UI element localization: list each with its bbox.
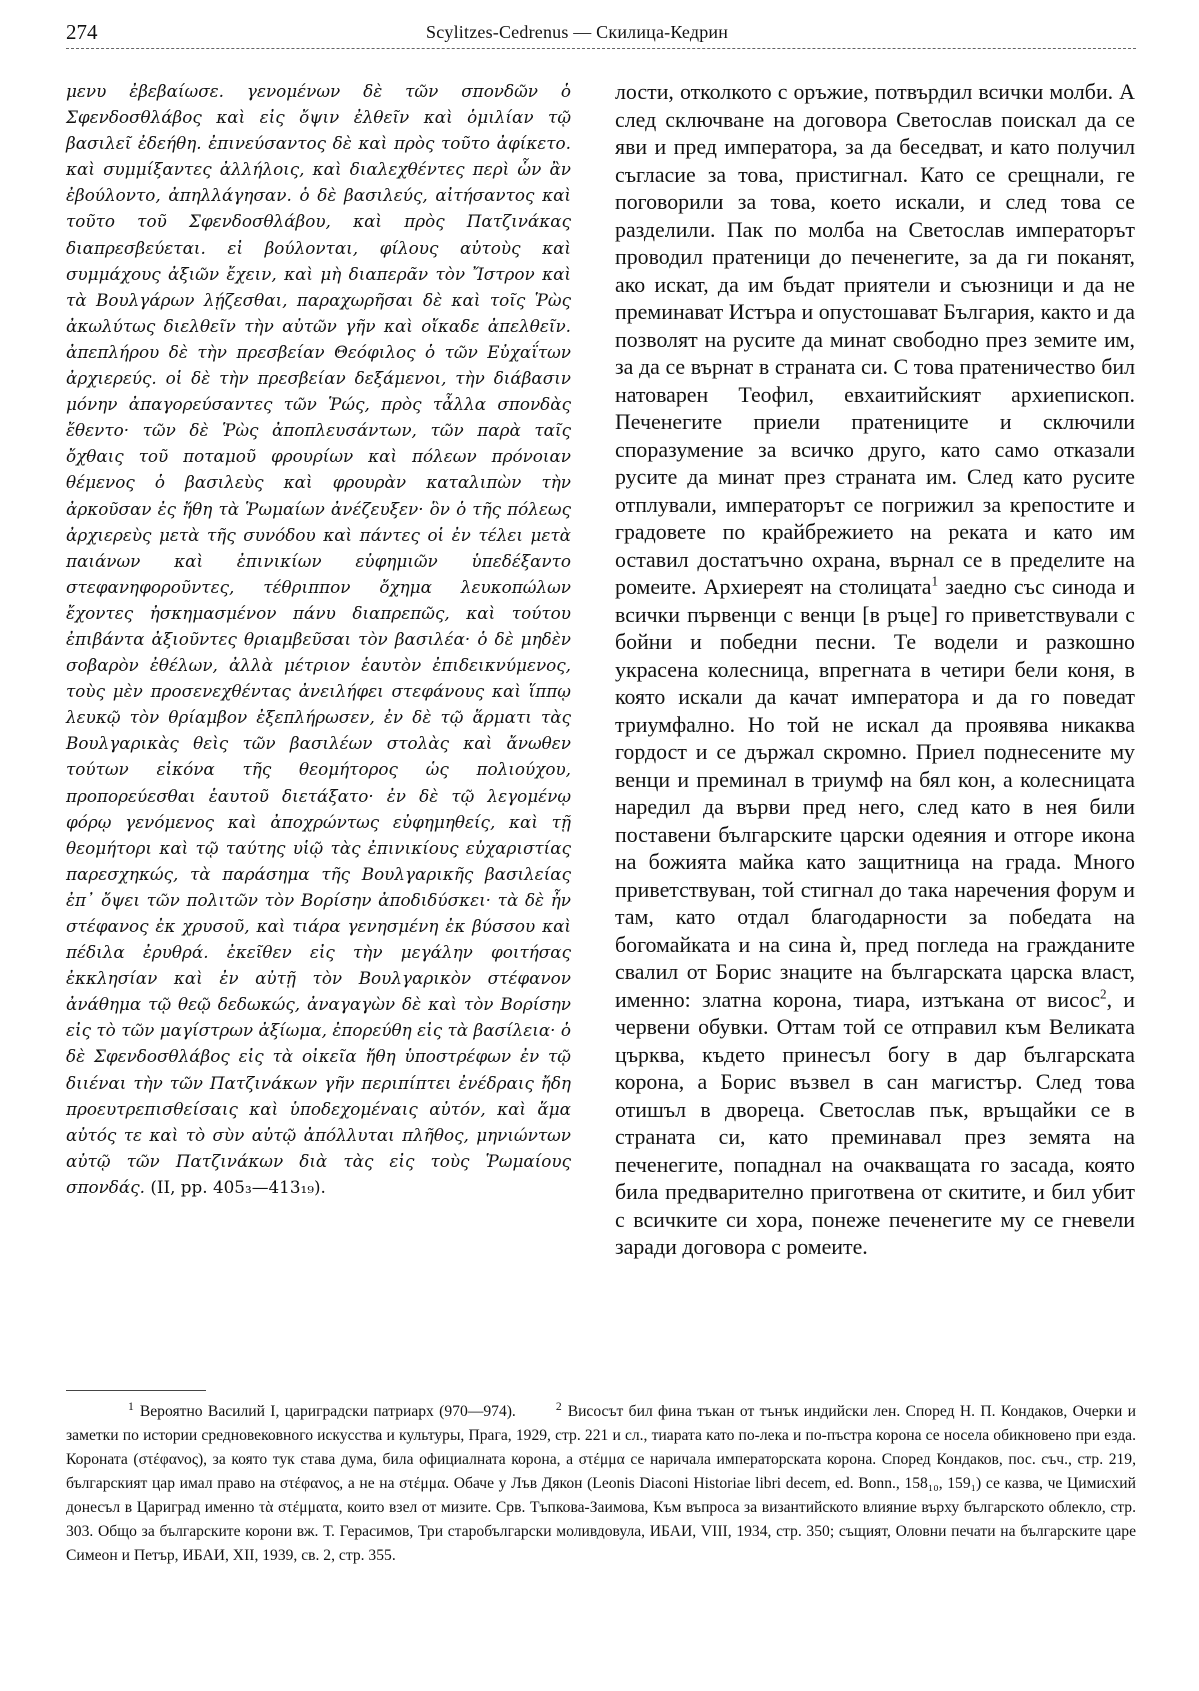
footnote-1-text: Вероятно Василий I, цариградски патриарх (970—974). xyxy=(139,1403,516,1420)
footnote-ref-1: 1 xyxy=(931,573,939,589)
page-number: 274 xyxy=(66,20,98,44)
translation-text-part2: заедно със синода и всички първенци с венци [в ръце] го приветствували с бойни и победни песни. Те водели и разкошно украсена колесница, впрегната в четири бели коня, в която искали да качат императора и да го поведат триумфално. Но той не искал да проявява никаква гордост и се държал скромно. Приел поднесените му венци и преминал в триумф на бял кон, а колесницата наредил да върви пред него, след като в нея били поставени българските царски одеяния и отгоре икона на божията майка като защитница на града. Много приветствуван, той стигнал до така наречения форум и там, като отдал благодарности за победата на богомайката и на сина ѝ, пред погледа на гражданите свалил от Борис знаците на българската царска власт, именно: златна корона, тиара, изтъкана от висос xyxy=(615,574,1135,1012)
greek-paragraph xyxy=(66,78,571,1200)
translation-text-part3: , и червени обувки. Оттам той се отправил към Великата църква, където принесъл богу в дар българската корона, а Борис възвел в сан магистър. След това отишъл в двореца. Светослав пък, връщайки се в страната си, като преминавал през земята на печенегите, попаднал на очакващата го засада, която била предварително приготвена от скитите, и бил убит с всичките си хора, понеже печенегите му се гневели заради договора с ромеите. xyxy=(615,986,1135,1259)
source-citation: (II, pp. 405₃—413₁₉). xyxy=(150,1176,326,1197)
footnote-1-number: 1 xyxy=(128,1399,134,1413)
footnote-block xyxy=(66,1400,1136,1568)
header-rule xyxy=(66,48,1136,49)
greek-text: μενυ ἐβεβαίωσε. γενομένων δὲ τῶν σπονδῶν ὁ Σφενδοσθλάβος καὶ εἰς ὄψιν ἐλθεῖν καὶ ὁμιλίαν τῷ βασιλεῖ ἐδεήθη. ἐπινεύσαντος δὲ καὶ πρὸς τοῦτο ἀφίκετο. καὶ συμμίξαντες ἀλλήλοις, καὶ διαλεχθέντες περὶ ὧν ἂν ἐβούλοντο, ἀπηλλάγησαν. ὁ δὲ βασιλεύς, αἰτήσαντος καὶ τοῦτο τοῦ Σφενδοσθλάβου, καὶ πρὸς Πατζινάκας διαπρεσβεύεται. εἰ βούλονται, φίλους αὐτοὺς καὶ συμμάχους ἀξιῶν ἔχειν, καὶ μὴ διαπερᾶν τὸν Ἴστρον καὶ τὰ Βουλγάρων λῄζεσθαι, παραχωρῆσαι δὲ καὶ τοῖς Ῥὼς ἀκωλύτως διελθεῖν τὴν αὐτῶν γῆν καὶ οἴκαδε ἀπελθεῖν. ἀπεπλήρου δὲ τὴν πρεσβείαν Θεόφιλος ὁ τῶν Εὐχαΐτων ἀρχιερεύς. οἱ δὲ τὴν πρεσβείαν δεξάμενοι, τὴν διάβασιν μόνην ἀπαγορεύσαντες τῶν Ῥώς, πρὸς τἆλλα σπονδὰς ἔθεντο· τῶν δὲ Ῥὼς ἀποπλευσάντων, τῶν παρὰ ταῖς ὄχθαις τοῦ ποταμοῦ φρουρίων καὶ πόλεων πρόνοιαν θέμενος ὁ βασιλεὺς καὶ φρουρὰν καταλιπὼν τὴν ἀρκοῦσαν ἐς ἤθη τὰ Ῥωμαίων ἀνέζευξεν· ὃν ὁ τῆς πόλεως ἀρχιερεὺς μετὰ τῆς συνόδου καὶ πάντες οἱ ἐν τέλει μετὰ παιάνων καὶ ἐπινικίων εὐφημιῶν ὑπεδέξαντο στεφανηφοροῦντες, τέθριππον ὄχημα λευκοπώλων ἔχοντες ἠσκημασμένον πάνυ διαπρεπῶς, καὶ τούτου ἐπιβάντα ἀξιοῦντες θριαμβεῦσαι τὸν βασιλέα· ὁ δὲ μηδὲν σοβαρὸν ἐθέλων, ἀλλὰ μέτριον ἑαυτὸν ἐπιδεικνύμενος, τοὺς μὲν προσενεχθέντας ἀνειλήφει στεφάνους καὶ ἵππῳ λευκῷ τὸν θρίαμβον ἐξεπλήρωσεν, ἐν δὲ τῷ ἅρματι τὰς Βουλγαρικὰς θεὶς τῶν βασιλέων στολὰς καὶ ἄνωθεν τούτων εἰκόνα τῆς θεομήτορος ὡς πολιούχου, προπορεύεσθαι ἑαυτοῦ διετάξατο· ἐν δὲ τῷ λεγομένῳ φόρῳ γενόμενος καὶ ἀποχρώντως εὐφημηθείς, καὶ τῇ θεομήτορι καὶ τῷ ταύτης υἱῷ τὰς ἐπινικίους εὐχαριστίας παρεσχηκώς, τὰ παράσημα τῆς Βουλγαρικῆς βασιλείας ἐπ᾽ ὄψει τῶν πολιτῶν τὸν Βορίσην ἀποδιδύσκει· τὰ δὲ ἦν στέφανος ἐκ χρυσοῦ, καὶ τιάρα γενησμένη ἐκ βύσσου καὶ πέδιλα ἐρυθρά. ἐκεῖθεν εἰς τὴν μεγάλην φοιτήσας ἐκκλησίαν καὶ ἐν αὐτῇ τὸν Βουλγαρικὸν στέφανον ἀνάθημα τῷ θεῷ δεδωκώς, ἀναγαγὼν δὲ καὶ τὸν Βορίσην εἰς τὸ τῶν μαγίστρων ἀξίωμα, ἐπορεύθη εἰς τὰ βασίλεια· ὁ δὲ Σφενδοσθλάβος εἰς τὰ οἰκεῖα ἤθη ὑποστρέφων ἐν τῷ διιέναι τὴν τῶν Πατζινάκων γῆν περιπίπτει ἐνέδραις ἤδη προευτρεπισθείσαις καὶ ὑποδεχομέναις αὐτόν, καὶ ἅμα αὐτός τε καὶ τὸ σὺν αὐτῷ ἀπόλλυται πλῆθος, μηνιώντων αὐτῷ τῶν Πατζινάκων διὰ τὰς εἰς τοὺς Ῥωμαίους σπονδάς. xyxy=(66,81,571,1197)
footnote-2-text: Висосът бил фина тъкан от тънък индийски лен. Според Н. П. Кондаков, Очерки и заметки по истории средновековного искусства и культуры, Прага, 1929, стр. 221 и сл., тиарата като по-лека и по-пъстра корона се носела обикновено при езда. Короната (στέφανος), за която тук става дума, била официалната корона, а στέμμα се наричала императорската корона. Според Кондаков, пос. съч., стр. 219, българският цар имал право на στέφανος, а не на στέμμα. Обаче у Лъв Дякон (Leonis Diaconi Historiae libri decem, ed. Bonn., 158₁₀, 159₁) се казва, че Цимисхий донесъл в Цариград именно τὰ στέμματα, които взел от мизите. Срв. Тъпкова-Заимова, Към въпроса за византийското влияние върху българското облекло, стр. 303. Общо за българските корони вж. Т. Герасимов, Три старобългарски моливдовула, ИБАИ, VIII, 1934, стр. 350; същият, Оловни печати на българските царе Симеон и Петър, ИБАИ, XII, 1939, св. 2, стр. 355. xyxy=(66,1403,1137,1564)
footnote-rule xyxy=(66,1390,206,1391)
page-header xyxy=(66,14,1136,50)
translation-paragraph xyxy=(615,78,1135,1261)
greek-text-column xyxy=(66,78,571,1200)
footnotes xyxy=(66,1400,1136,1568)
footnote-2-number: 2 xyxy=(555,1399,562,1413)
bulgarian-translation-column xyxy=(615,78,1135,1261)
footnote-ref-2: 2 xyxy=(1100,986,1107,1002)
running-title: Scylitzes-Cedrenus — Скилица-Кедрин xyxy=(426,22,729,42)
translation-text-part1: лости, отколкото с оръжие, потвърдил всички молби. А след сключване на договора Светослав поискал да се яви и пред императора, за да беседват, и като получил съгласие за това, пристигнал. Като се срещнали, ге поговорили за това, което искали, и след това се разделили. Пак по молба на Светослав императорът проводил пратеници до печенегите, за да ги поканят, ако искат, да им бъдат приятели и съюзници и да не преминават Истъра и опустошават България, както и да позволят на русите да минат свободно през земите им, за да се върнат в страната си. С това пратеничество бил натоварен Теофил, евхаитийският архиепископ. Печенегите приели пратениците и сключили споразумение за всичко друго, като само отказали русите да минат през страната им. След като русите отплували, императорът се погрижил за крепостите и градовете по крайбрежието на реката и като им оставил достатъчно охрана, върнал се в пределите на ромеите. Архиереят на столицата xyxy=(615,79,1135,599)
